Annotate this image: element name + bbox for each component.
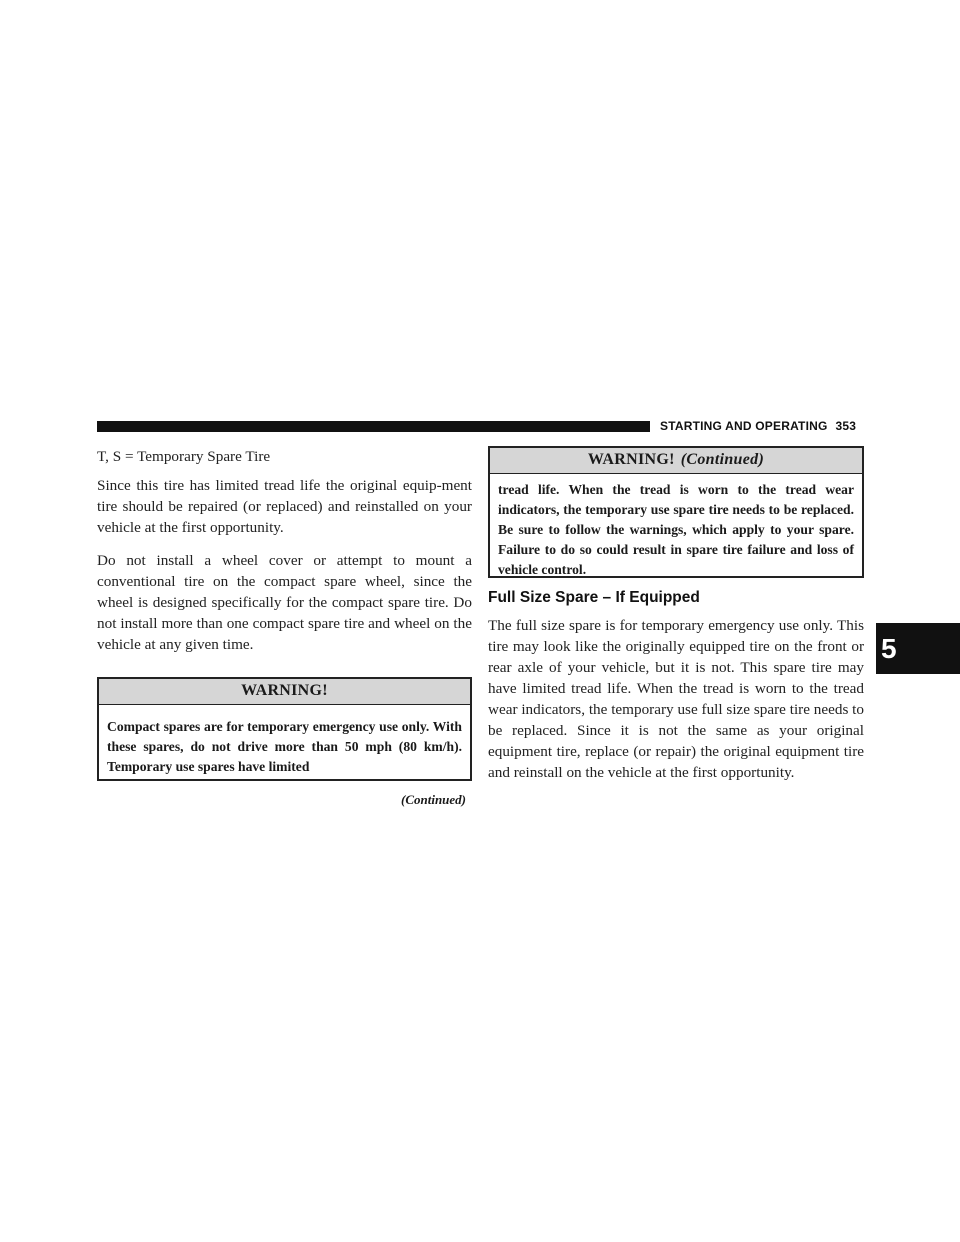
- paragraph-wheel-cover: Do not install a wheel cover or attempt to mount a conventional tire on the compact spare wheel, since the wheel is designed specifically for the compact spare tire. Do not install more than one compact spare tire and wheel on the vehicle at any given time.: [97, 552, 472, 653]
- running-header: [660, 419, 865, 433]
- spare-tire-code-line: T, S = Temporary Spare Tire: [97, 448, 271, 465]
- warning-heading: [99, 679, 470, 705]
- warning-title: WARNING!: [587, 451, 675, 468]
- warning-box-compact-spare: [97, 677, 472, 781]
- right-column: [488, 446, 864, 795]
- page-number: 353: [835, 419, 857, 433]
- section-heading-full-size-spare: Full Size Spare – If Equipped: [488, 589, 700, 606]
- warning-text-continued: tread life. When the tread is worn to the tread wear indicators, the temporary use spare tire needs to be replaced. Be sure to follow the warnings, which apply to your spare. Failure to do so could result in spare tire failure and loss of vehicle control.: [498, 482, 854, 577]
- warning-box-continued: [488, 446, 864, 578]
- left-column: [97, 446, 472, 808]
- warning-heading-continued: [490, 448, 862, 474]
- section-title: STARTING AND OPERATING: [660, 419, 828, 433]
- header-rule: [97, 421, 650, 432]
- warning-continued-label: (Continued): [680, 451, 765, 468]
- continued-note: (Continued): [400, 792, 466, 807]
- paragraph-tread-life: Since this tire has limited tread life the original equip-ment tire should be repaired (or replaced) and reinstalled on your vehicle at the first opportunity.: [97, 477, 472, 536]
- warning-text: Compact spares are for temporary emergency use only. With these spares, do not drive more than 50 mph (80 km/h). Temporary use spares have limited: [107, 719, 462, 774]
- paragraph-full-size-spare: The full size spare is for temporary emergency use only. This tire may look like the originally equipped tire on the front or rear axle of your vehicle, but it is not. This spare tire may have limited tread life. When the tread is worn to the tread wear indicators, the temporary use full size spare tire needs to be replaced. Since it is not the same as your original equipment tire, replace (or repair) the original equipment tire and reinstall on the vehicle at the first opportunity.: [488, 617, 864, 781]
- chapter-tab: 5: [876, 623, 960, 674]
- warning-title: WARNING!: [241, 682, 328, 699]
